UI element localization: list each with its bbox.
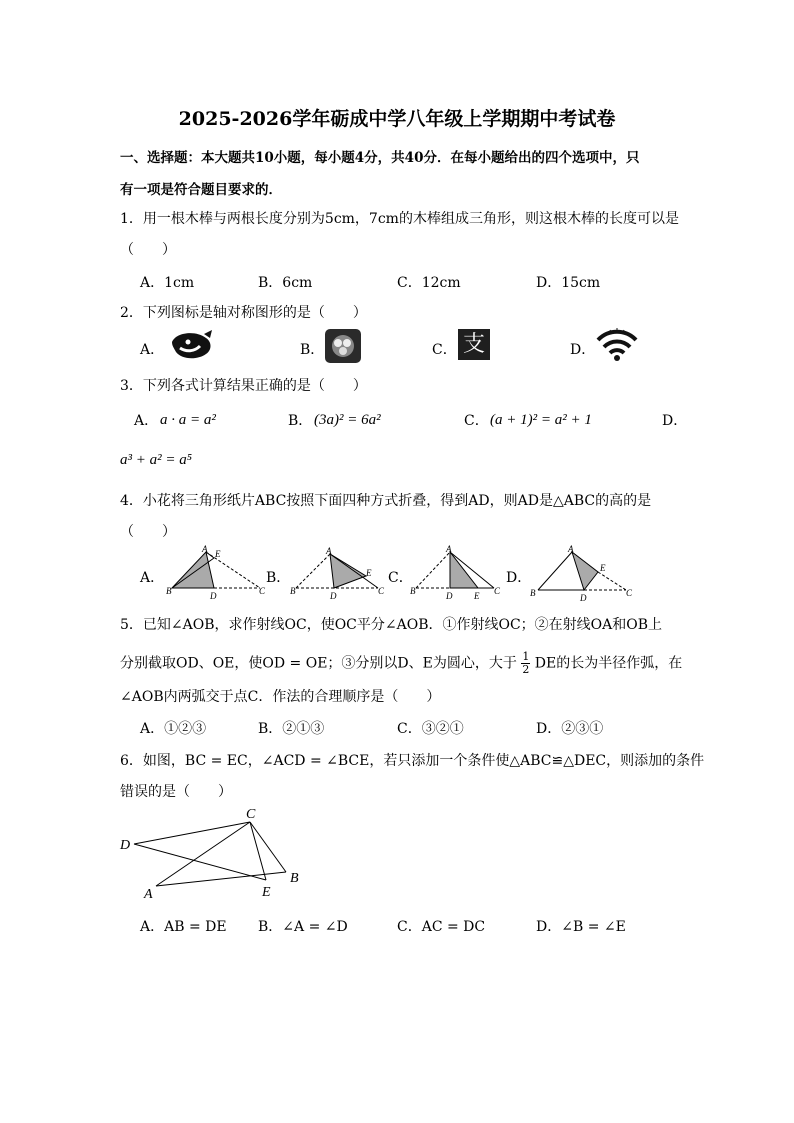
q5-option-d[interactable]: D．②③① — [536, 721, 604, 737]
svg-text:E: E — [215, 549, 221, 559]
q1-option-c[interactable]: C．12cm — [397, 275, 461, 291]
svg-text:D: D — [210, 591, 217, 601]
q4-label-c[interactable]: C． — [388, 570, 413, 586]
whale-logo-icon — [168, 328, 216, 362]
q2-label-a[interactable]: A． — [140, 342, 165, 358]
svg-text:A: A — [326, 546, 332, 556]
q3-expr-b: (3a)² = 6a² — [314, 412, 381, 428]
q2-label-d[interactable]: D． — [570, 342, 596, 358]
q4-stem-line2: （ ） — [120, 524, 176, 540]
q3-expr-c: (a + 1)² = a² + 1 — [490, 412, 592, 428]
q4-figure-d — [528, 542, 638, 602]
q6-option-b[interactable]: B．∠A = ∠D — [258, 919, 348, 935]
q3-label-a[interactable]: A． — [134, 413, 159, 429]
exam-title: 2025-2026学年砺成中学八年级上学期期中考试卷 — [178, 108, 616, 130]
q3-label-b[interactable]: B． — [288, 413, 313, 429]
q2-stem: 2．下列图标是轴对称图形的是（ ） — [120, 305, 367, 321]
svg-text:B: B — [410, 586, 416, 596]
q1-option-d[interactable]: D．15cm — [536, 275, 601, 291]
svg-text:C: C — [494, 586, 501, 596]
svg-text:E: E — [366, 568, 372, 578]
q5-line1: 5．已知∠AOB，求作射线OC，使OC平分∠AOB．①作射线OC；②在射线OA和OB上 — [120, 617, 663, 633]
q4-figure-c — [410, 544, 510, 602]
svg-text:A: A — [202, 544, 208, 554]
q6-line1: 6．如图，BC = EC，∠ACD = ∠BCE，若只添加一个条件使△ABC≌△DEC，则添加的条件 — [120, 753, 705, 769]
svg-text:C: C — [259, 586, 266, 596]
q4-stem-line1: 4．小花将三角形纸片ABC按照下面四种方式折叠，得到AD，则AD是△ABC的高的是 — [120, 493, 652, 509]
section-heading-line2: 有一项是符合题目要求的． — [120, 182, 282, 198]
q1-option-b[interactable]: B．6cm — [258, 275, 313, 291]
svg-text:A: A — [446, 544, 452, 554]
q4-label-d[interactable]: D． — [506, 570, 532, 586]
q6-label-a: A — [144, 887, 153, 900]
svg-text:C: C — [626, 588, 633, 598]
q3-expr-a: a · a = a² — [160, 412, 216, 428]
q5-option-a[interactable]: A．①②③ — [140, 721, 207, 737]
q2-label-b[interactable]: B． — [300, 342, 325, 358]
svg-text:D: D — [330, 591, 337, 601]
q5-line2 — [120, 651, 682, 676]
q4-figure-b — [290, 544, 390, 602]
section-heading-line1: 一、选择题：本大题共10小题，每小题4分，共40分．在每小题给出的四个选项中，只 — [120, 150, 640, 166]
q4-figure-a — [164, 544, 268, 602]
wifi-icon — [596, 326, 638, 362]
svg-text:E: E — [600, 563, 606, 573]
svg-text:E: E — [474, 591, 480, 601]
svg-text:C: C — [378, 586, 385, 596]
q5-line2-start: 分别截取OD、OE，使OD = OE；③分别以D、E为圆心，大于 — [120, 655, 517, 672]
q3-stem: 3．下列各式计算结果正确的是（ ） — [120, 378, 367, 394]
q5-option-c[interactable]: C．③②① — [397, 721, 464, 737]
q6-option-c[interactable]: C．AC = DC — [397, 919, 486, 935]
q1-stem-line1: 1．用一根木棒与两根长度分别为5cm，7cm的木棒组成三角形，则这根木棒的长度可以是 — [120, 211, 679, 227]
q6-figure — [116, 804, 316, 900]
q1-stem-line2: （ ） — [120, 242, 176, 258]
q5-option-b[interactable]: B．②①③ — [258, 721, 325, 737]
q6-label-e: E — [262, 885, 271, 900]
q2-label-c[interactable]: C． — [432, 342, 457, 358]
q5-fraction: $\frac{1}{2}$ — [522, 650, 530, 676]
mahjong-app-icon — [324, 328, 362, 364]
svg-text:B: B — [290, 586, 296, 596]
svg-text:A: A — [568, 544, 574, 554]
q1-option-a[interactable]: A．1cm — [140, 275, 195, 291]
q5-line2-end: DE的长为半径作弧，在 — [534, 655, 683, 672]
svg-text:D: D — [446, 591, 453, 601]
q3-label-d[interactable]: D． — [662, 413, 688, 429]
svg-text:B: B — [166, 586, 172, 596]
svg-text:D: D — [580, 593, 587, 602]
q6-line2: 错误的是（ ） — [120, 784, 232, 800]
q6-option-a[interactable]: A．AB = DE — [140, 919, 227, 935]
q4-label-a[interactable]: A． — [140, 570, 165, 586]
q6-option-d[interactable]: D．∠B = ∠E — [536, 919, 626, 935]
q5-line3: ∠AOB内两弧交于点C．作法的合理顺序是（ ） — [120, 689, 441, 705]
svg-text:B: B — [530, 588, 536, 598]
q6-label-d: D — [120, 838, 131, 853]
q6-label-b: B — [290, 871, 299, 886]
alipay-logo-icon: 支 — [458, 329, 490, 360]
q4-label-b[interactable]: B． — [266, 570, 291, 586]
q3-expr-d: a³ + a² = a⁵ — [120, 452, 192, 468]
q3-label-c[interactable]: C． — [464, 413, 489, 429]
q6-label-c: C — [246, 807, 256, 822]
